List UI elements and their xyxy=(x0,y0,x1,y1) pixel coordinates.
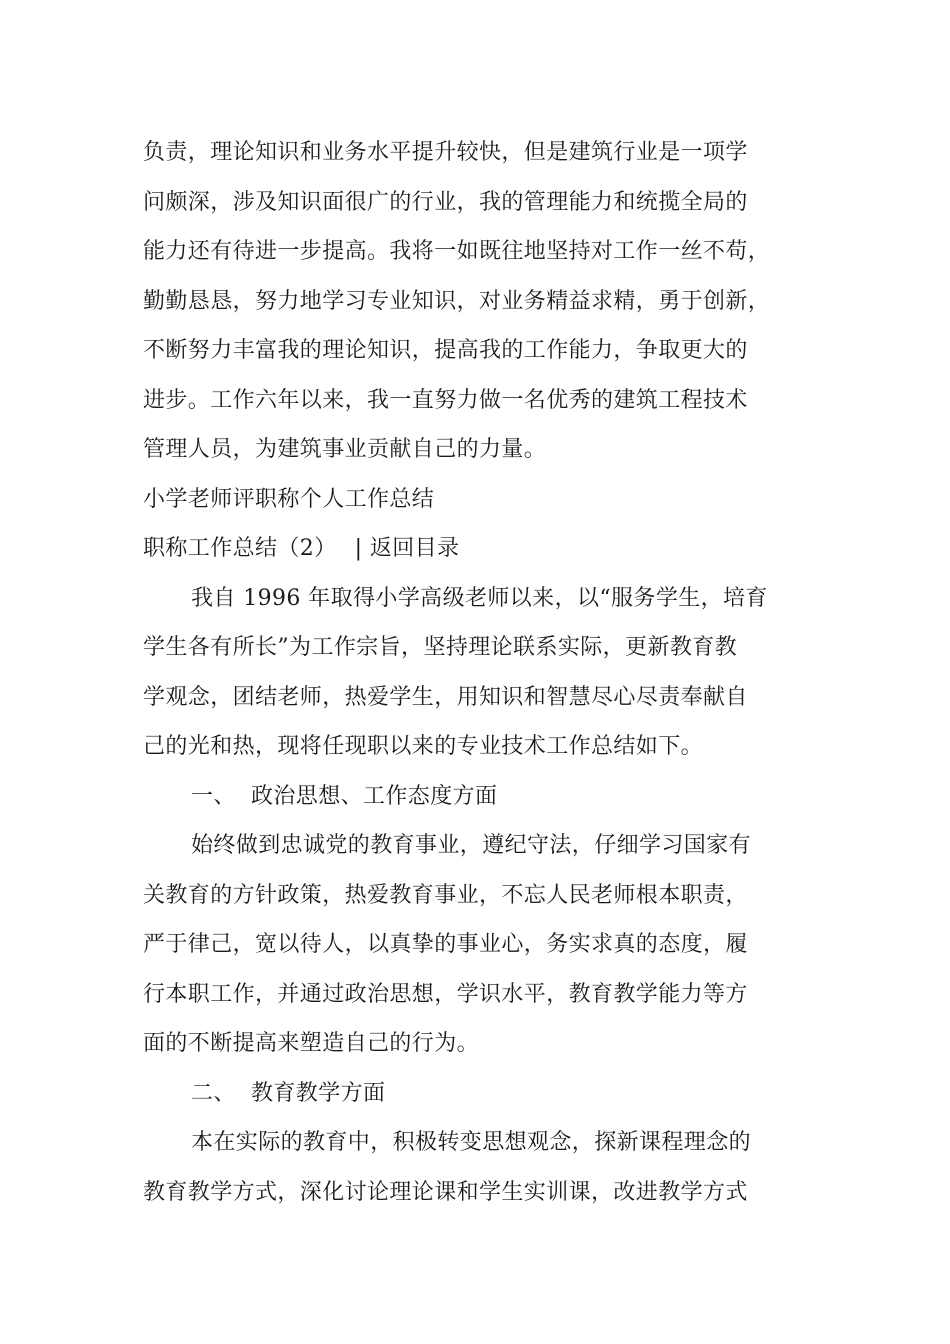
paragraph-line: 教育教学方式，深化讨论理论课和学生实训课，改进教学方式 xyxy=(143,1179,748,1205)
paragraph-line: 能力还有待进一步提高。我将一如既往地坚持对工作一丝不苟， xyxy=(143,239,771,264)
section-number: 二、 xyxy=(191,1080,236,1106)
toc-label: 职称工作总结（2） xyxy=(143,536,337,561)
paragraph-line: 管理人员，为建筑事业贡献自己的力量。 xyxy=(143,437,547,462)
paragraph-line: 我自 1996 年取得小学高级老师以来，以“服务学生，培育 xyxy=(191,585,768,611)
article-title: 小学老师评职称个人工作总结 xyxy=(143,486,435,512)
paragraph-line: 勤勤恳恳，努力地学习专业知识，对业务精益求精，勇于创新， xyxy=(143,288,771,314)
return-to-toc-link[interactable]: | 返回目录 xyxy=(354,536,460,561)
paragraph-line: 本在实际的教育中，积极转变思想观念，探新课程理念的 xyxy=(191,1130,752,1155)
section-number: 一、 xyxy=(191,783,236,809)
document-page xyxy=(143,128,833,1217)
paragraph-line: 问颇深，涉及知识面很广的行业，我的管理能力和统揽全局的 xyxy=(143,189,748,215)
section-1-paragraph xyxy=(143,821,833,1069)
section-heading-1 xyxy=(143,772,833,822)
paragraph-line: 严于律己，宽以待人，以真挚的事业心，务实求真的态度，履 xyxy=(143,932,748,957)
paragraph-line: 面的不断提高来塑造自己的行为。 xyxy=(143,1031,480,1056)
paragraph-line: 负责，理论知识和业务水平提升较快，但是建筑行业是一项学 xyxy=(143,140,748,165)
paragraph-line: 学生各有所长”为工作宗旨，坚持理论联系实际，更新教育教 xyxy=(143,635,738,660)
paragraph-line: 学观念，团结老师，热爱学生，用知识和智慧尽心尽责奉献自 xyxy=(143,684,748,710)
paragraph-line: 不断努力丰富我的理论知识，提高我的工作能力，争取更大的 xyxy=(143,338,748,363)
intro-paragraph xyxy=(143,574,833,772)
paragraph-line: 始终做到忠诚党的教育事业，遵纪守法，仔细学习国家有 xyxy=(191,833,752,858)
paragraph-line: 己的光和热，现将任现职以来的专业技术工作总结如下。 xyxy=(143,734,704,759)
paragraph-line: 进步。工作六年以来，我一直努力做一名优秀的建筑工程技术 xyxy=(143,387,748,413)
section-heading-2 xyxy=(143,1069,833,1119)
section-2-paragraph xyxy=(143,1118,833,1217)
section-title: 政治思想、工作态度方面 xyxy=(251,783,498,809)
paragraph-line: 行本职工作，并通过政治思想，学识水平，教育教学能力等方 xyxy=(143,981,748,1007)
continuation-paragraph xyxy=(143,128,833,475)
section-title: 教育教学方面 xyxy=(251,1080,386,1106)
paragraph-line: 关教育的方针政策，热爱教育事业，不忘人民老师根本职责， xyxy=(143,882,748,908)
toc-line xyxy=(143,524,833,574)
